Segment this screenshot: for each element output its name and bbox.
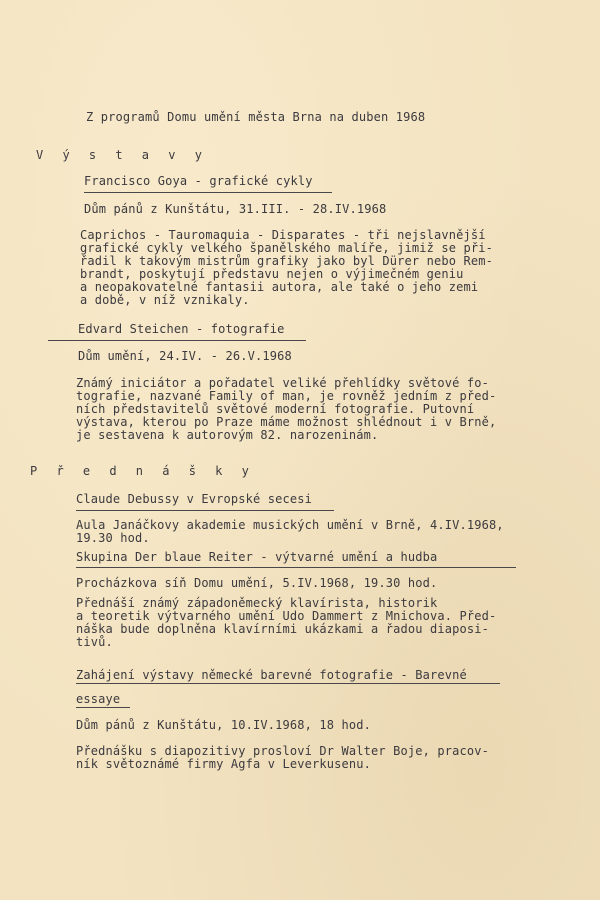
lecture-title-color-photo-cont: essaye: [76, 692, 121, 706]
lecture-title-color-photo: Zahájení výstavy německé barevné fotografie - Barevné: [76, 668, 467, 682]
body-line: a teoretik výtvarného umění Udo Dammert z Mnichova. Před-: [76, 609, 497, 623]
title-underline: [48, 340, 306, 342]
exhibition-title-steichen: Edvard Steichen - fotografie: [78, 322, 285, 336]
body-line: Přednášku s diapozitivy prosloví Dr Walter Boje, pracov-: [76, 744, 489, 758]
title-underline: [76, 510, 334, 512]
title-underline: [76, 567, 516, 569]
body-line: ník světoznámé firmy Agfa v Leverkusenu.: [76, 757, 371, 771]
body-line: Známý iniciátor a pořadatel veliké přehlídky světové fo-: [76, 376, 489, 390]
section-heading-lectures: P ř e d n á š k y: [30, 464, 255, 478]
lecture-place-debussy: Aula Janáčkovy akademie musických umění v Brně, 4.IV.1968,: [76, 518, 504, 532]
body-line: Přednáší známý západoněmecký klavírista, historik: [76, 596, 438, 610]
body-line: brandt, poskytují představu nejen o výjimečném geniu: [80, 267, 464, 281]
lecture-place-blaue-reiter: Procházkova síň Domu umění, 5.IV.1968, 19.30 hod.: [76, 576, 438, 590]
body-line: Caprichos - Tauromaquia - Disparates - tři nejslavnější: [80, 228, 486, 242]
lecture-title-blaue-reiter: Skupina Der blaue Reiter - výtvarné umění a hudba: [76, 550, 438, 564]
body-line: grafické cykly velkého španělského malíře, jimiž se při-: [80, 241, 493, 255]
body-line: tografie, nazvané Family of man, je rovněž jedním z před-: [76, 389, 497, 403]
title-underline: [76, 683, 500, 685]
body-line: výstava, kterou po Praze máme možnost shlédnout i v Brně,: [76, 415, 497, 429]
exhibition-place-steichen: Dům umění, 24.IV. - 26.V.1968: [78, 349, 292, 363]
lecture-time-debussy: 19.30 hod.: [76, 531, 150, 545]
body-line: řadil k takovým mistrům grafiky jako byl Dürer nebo Rem-: [80, 254, 493, 268]
section-heading-exhibitions: V ý s t a v y: [36, 148, 208, 162]
lecture-place-color-photo: Dům pánů z Kunštátu, 10.IV.1968, 18 hod.: [76, 718, 371, 732]
title-underline: [84, 192, 332, 194]
body-line: a neopakovatelné fantasii autora, ale také o jeho zemi: [80, 280, 479, 294]
body-line: je sestavena k autorovým 82. narozeninám.: [76, 428, 379, 442]
exhibition-place-goya: Dům pánů z Kunštátu, 31.III. - 28.IV.1968: [84, 202, 387, 216]
body-line: náška bude doplněna klavírními ukázkami a řadou diaposi-: [76, 622, 489, 636]
title-underline: [76, 707, 130, 709]
exhibition-title-goya: Francisco Goya - grafické cykly: [84, 174, 313, 188]
body-line: a době, v níž vznikaly.: [80, 293, 250, 307]
body-line: tivů.: [76, 635, 113, 649]
page-title: Z programů Domu umění města Brna na duben 1968: [86, 110, 426, 124]
lecture-title-debussy: Claude Debussy v Evropské secesi: [76, 492, 312, 506]
body-line: ních představitelů světové moderní fotografie. Putovní: [76, 402, 475, 416]
